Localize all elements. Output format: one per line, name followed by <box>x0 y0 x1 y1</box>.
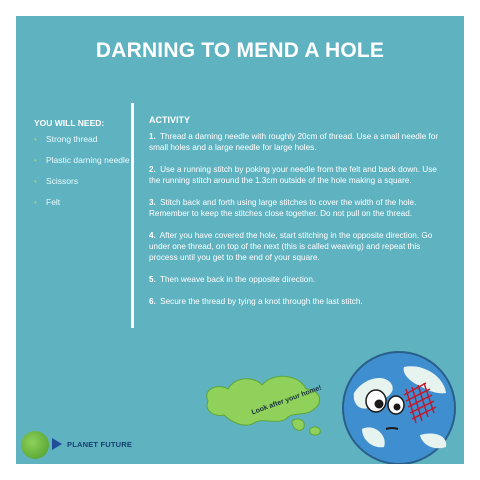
bullet-icon: • <box>34 198 37 207</box>
activity-heading: ACTIVITY <box>149 115 191 125</box>
activity-step <box>149 164 447 186</box>
activity-card <box>16 16 464 464</box>
step-text: Secure the thread by tying a knot through the last stitch. <box>160 297 363 306</box>
list-item <box>34 134 134 145</box>
step-number: 5. <box>149 275 156 284</box>
planet-logo-icon <box>21 431 49 459</box>
activity-panel <box>149 115 447 318</box>
activity-step <box>149 131 447 153</box>
requirements-list <box>34 134 134 208</box>
column-divider <box>131 103 134 328</box>
list-item <box>34 197 134 208</box>
list-item-label: Felt <box>46 197 61 207</box>
step-text: Thread a darning needle with roughly 20cm of thread. Use a small needle for small holes and a large needle for large holes. <box>149 132 439 152</box>
island-illustration <box>196 359 336 439</box>
step-number: 2. <box>149 165 156 174</box>
bullet-icon: • <box>34 156 37 165</box>
arrow-icon <box>52 438 62 450</box>
list-item-label: Plastic darning needle <box>46 155 130 165</box>
brand-logo <box>21 430 161 460</box>
activity-step <box>149 274 447 285</box>
bullet-icon: • <box>34 177 37 186</box>
step-number: 1. <box>149 132 156 141</box>
activity-step <box>149 296 447 307</box>
step-text: Then weave back in the opposite direction. <box>159 275 316 284</box>
list-item-label: Strong thread <box>46 134 98 144</box>
bullet-icon: • <box>34 135 37 144</box>
page-title: DARNING TO MEND A HOLE <box>95 39 385 62</box>
activity-step <box>149 230 447 263</box>
step-number: 3. <box>149 198 156 207</box>
list-item <box>34 176 134 187</box>
requirements-heading: YOU WILL NEED: <box>34 118 105 128</box>
list-item-label: Scissors <box>46 176 79 186</box>
earth-character-icon <box>334 343 464 464</box>
step-text: Use a running stitch by poking your needle from the felt and back down. Use the running stitch around the 1.3cm outside of the hole making a square. <box>149 165 437 185</box>
step-number: 6. <box>149 297 156 306</box>
step-text: After you have covered the hole, start stitching in the opposite direction. Go under one thread, on top of the next (this is called weaving) and repeat this process until you get to the end of your square. <box>149 231 433 262</box>
activity-step <box>149 197 447 219</box>
requirements-panel <box>34 118 134 218</box>
step-text: Stitch back and forth using large stitches to cover the width of the hole. Remember to keep the stitches close together. Do not pull on the thread. <box>149 198 417 218</box>
step-number: 4. <box>149 231 156 240</box>
brand-name: PLANET FUTURE <box>67 440 133 449</box>
list-item <box>34 155 134 166</box>
island-slogan: Look after your home! <box>250 384 323 417</box>
